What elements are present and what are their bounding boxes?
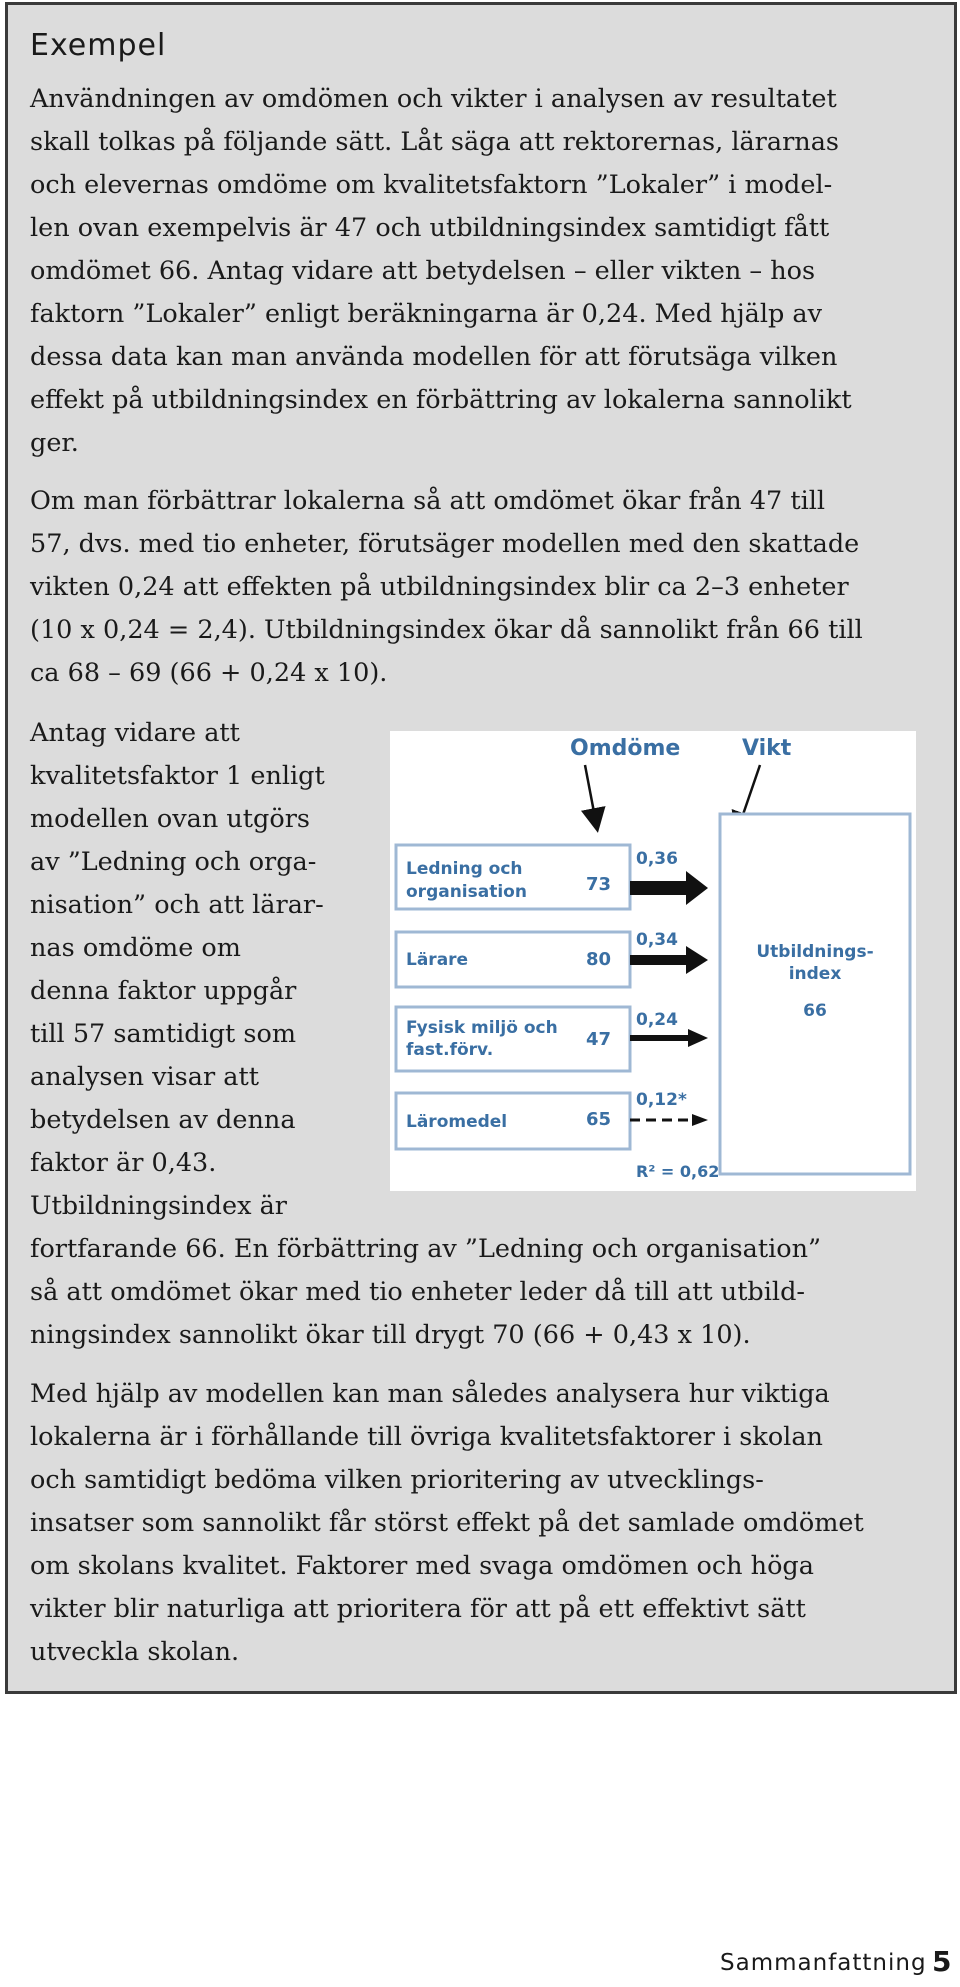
text-line: dessa data kan man använda modellen för att förutsäga vilken: [30, 342, 838, 372]
factor-name-line: Lärare: [406, 950, 469, 970]
text-line: och elevernas omdöme om kvalitetsfaktorn ”Lokaler” i model-: [30, 170, 833, 200]
text-line: ningsindex sannolikt ökar till drygt 70 (66 + 0,43 x 10).: [30, 1320, 751, 1350]
text-line: denna faktor uppgår: [30, 976, 297, 1006]
text-line: lokalerna är i förhållande till övriga kvalitetsfaktorer i skolan: [30, 1422, 823, 1452]
factor-name-line: organisation: [406, 882, 527, 902]
text-line: om skolans kvalitet. Faktorer med svaga omdömen och höga: [30, 1551, 814, 1581]
example-heading: Exempel: [30, 28, 167, 63]
text-line: insatser som sannolikt får störst effekt på det samlade omdömet: [30, 1508, 864, 1538]
paragraph-3-narrow: [30, 712, 390, 1228]
weight-arrow-laromedel-dashed: [630, 1114, 708, 1126]
outcome-label-line: Utbildnings-: [756, 942, 874, 962]
text-line: Antag vidare att: [30, 718, 240, 748]
text-line: faktor är 0,43.: [30, 1148, 217, 1178]
text-line: Om man förbättrar lokalerna så att omdömet ökar från 47 till: [30, 486, 826, 516]
text-line: vikten 0,24 att effekten på utbildningsindex blir ca 2–3 enheter: [30, 572, 849, 602]
text-line: och samtidigt bedöma vilken prioritering av utvecklings-: [30, 1465, 764, 1495]
text-line: nas omdöme om: [30, 933, 241, 963]
omdome-pointer-arrow: [585, 765, 597, 828]
text-line: modellen ovan utgörs: [30, 804, 310, 834]
factor-weight: 0,34: [636, 930, 678, 950]
factor-weight: 0,12*: [636, 1090, 687, 1110]
text-line: effekt på utbildningsindex en förbättring av lokalerna sannolikt: [30, 385, 852, 415]
paragraph-4: [30, 1373, 945, 1674]
paragraph-3-wide: [30, 1228, 945, 1357]
model-diagram: [390, 731, 916, 1191]
outcome-label-line: index: [788, 964, 842, 984]
paragraph-2: [30, 480, 945, 695]
text-line: 57, dvs. med tio enheter, förutsäger modellen med den skattade: [30, 529, 860, 559]
text-line: Utbildningsindex är: [30, 1191, 287, 1221]
outcome-box: [720, 814, 910, 1174]
text-line: Med hjälp av modellen kan man således analysera hur viktiga: [30, 1379, 830, 1409]
paragraph-1: [30, 78, 945, 465]
text-line: ca 68 – 69 (66 + 0,24 x 10).: [30, 658, 388, 688]
factor-weight: 0,36: [636, 849, 678, 869]
text-line: nisation” och att lärar-: [30, 890, 324, 920]
text-line: fortfarande 66. En förbättring av ”Ledning och organisation”: [30, 1234, 822, 1264]
text-line: kvalitetsfaktor 1 enligt: [30, 761, 325, 791]
footer-section-title: Sammanfattning: [720, 1950, 927, 1976]
factor-score: 65: [586, 1109, 612, 1130]
text-line: Användningen av omdömen och vikter i analysen av resultatet: [30, 84, 837, 114]
omdome-label: Omdöme: [570, 736, 681, 761]
factor-score: 80: [586, 949, 612, 970]
text-line: av ”Ledning och orga-: [30, 847, 317, 877]
factor-score: 73: [586, 874, 612, 895]
factor-score: 47: [586, 1029, 612, 1050]
weight-arrow-fysisk-miljo: [630, 1029, 708, 1047]
factor-weight: 0,24: [636, 1010, 678, 1030]
text-line: så att omdömet ökar med tio enheter leder då till att utbild-: [30, 1277, 806, 1307]
text-line: vikter blir naturliga att prioritera för att på ett effektivt sätt: [30, 1594, 806, 1624]
text-line: betydelsen av denna: [30, 1105, 296, 1135]
text-line: (10 x 0,24 = 2,4). Utbildningsindex ökar då sannolikt från 66 till: [30, 615, 863, 645]
factor-name-line: fast.förv.: [406, 1040, 494, 1060]
vikt-label: Vikt: [742, 736, 792, 761]
quality-model-figure: [390, 731, 916, 1191]
text-line: faktorn ”Lokaler” enligt beräkningarna är 0,24. Med hjälp av: [30, 299, 823, 329]
text-line: ger.: [30, 428, 79, 458]
text-line: analysen visar att: [30, 1062, 259, 1092]
text-line: skall tolkas på följande sätt. Låt säga att rektorernas, lärarnas: [30, 127, 839, 157]
outcome-score: 66: [803, 1001, 827, 1021]
text-line: till 57 samtidigt som: [30, 1019, 297, 1049]
text-line: omdömet 66. Antag vidare att betydelsen – eller vikten – hos: [30, 256, 816, 286]
weight-arrow-larare: [630, 946, 708, 974]
factor-name-line: Läromedel: [406, 1112, 508, 1132]
page-number: 5: [932, 1945, 952, 1978]
factor-name-line: Ledning och: [406, 859, 523, 879]
text-line: len ovan exempelvis är 47 och utbildningsindex samtidigt fått: [30, 213, 830, 243]
weight-arrow-ledning: [630, 871, 708, 905]
factor-name-line: Fysisk miljö och: [406, 1018, 558, 1038]
r-squared: R² = 0,62: [636, 1162, 720, 1181]
text-line: utveckla skolan.: [30, 1637, 240, 1667]
